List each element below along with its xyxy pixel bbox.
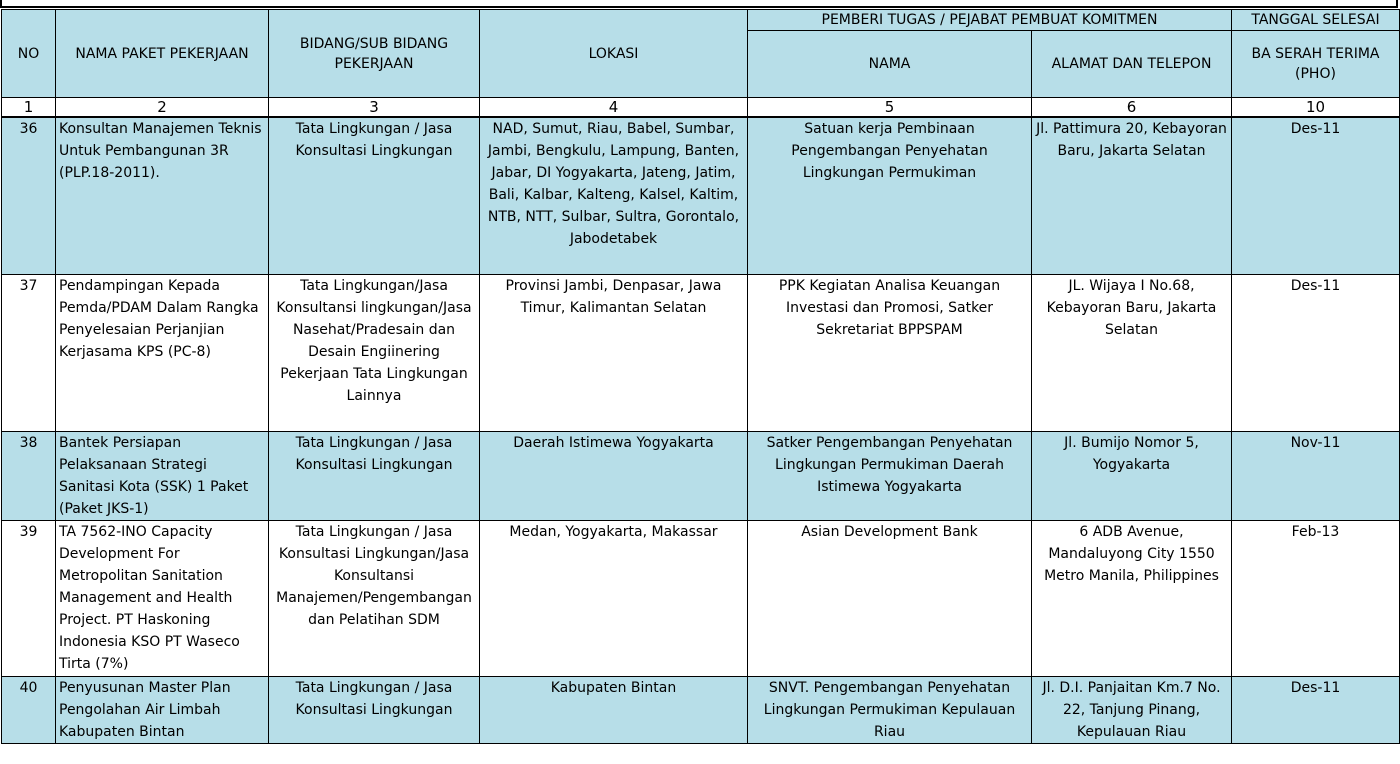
column-number: 6 [1032, 98, 1232, 118]
column-number: 10 [1232, 98, 1400, 118]
column-number: 1 [2, 98, 56, 118]
cell-no: 38 [2, 431, 56, 520]
header-lokasi: LOKASI [480, 10, 748, 98]
cell-lokasi: Medan, Yogyakarta, Makassar [480, 520, 748, 676]
table-row [2, 274, 1400, 431]
cell-tanggal: Des-11 [1232, 117, 1400, 274]
cell-nama: Asian Development Bank [748, 520, 1032, 676]
cell-alamat: 6 ADB Avenue, Mandaluyong City 1550 Metro Manila, Philippines [1032, 520, 1232, 676]
header-alamat: ALAMAT DAN TELEPON [1032, 31, 1232, 98]
header-pemberi-tugas: PEMBERI TUGAS / PEJABAT PEMBUAT KOMITMEN [748, 10, 1232, 31]
cell-bidang: Tata Lingkungan / Jasa Konsultasi Lingkungan [269, 117, 480, 274]
header-nama-paket: NAMA PAKET PEKERJAAN [56, 10, 269, 98]
table-row [2, 431, 1400, 520]
header-tanggal-selesai: TANGGAL SELESAI [1232, 10, 1400, 31]
header-ba-serah: BA SERAH TERIMA (PHO) [1232, 31, 1400, 98]
column-number: 3 [269, 98, 480, 118]
table-row [2, 520, 1400, 676]
cell-alamat: Jl. Bumijo Nomor 5, Yogyakarta [1032, 431, 1232, 520]
cell-tanggal: Nov-11 [1232, 431, 1400, 520]
cell-lokasi: Daerah Istimewa Yogyakarta [480, 431, 748, 520]
header-nama: NAMA [748, 31, 1032, 98]
cell-no: 40 [2, 676, 56, 743]
column-number: 5 [748, 98, 1032, 118]
header-bidang: BIDANG/SUB BIDANG PEKERJAAN [269, 10, 480, 98]
cell-alamat: JL. Wijaya I No.68, Kebayoran Baru, Jakarta Selatan [1032, 274, 1232, 431]
table-row [2, 117, 1400, 274]
cell-nama-paket: TA 7562-INO Capacity Development For Metropolitan Sanitation Management and Health Project. PT Haskoning Indonesia KSO PT Waseco Tirta (7%) [56, 520, 269, 676]
cell-bidang: Tata Lingkungan / Jasa Konsultasi Lingkungan [269, 431, 480, 520]
experience-table [1, 9, 1400, 744]
cell-nama: PPK Kegiatan Analisa Keuangan Investasi dan Promosi, Satker Sekretariat BPPSPAM [748, 274, 1032, 431]
cell-alamat: Jl. Pattimura 20, Kebayoran Baru, Jakarta Selatan [1032, 117, 1232, 274]
cell-lokasi: Provinsi Jambi, Denpasar, Jawa Timur, Kalimantan Selatan [480, 274, 748, 431]
cell-tanggal: Des-11 [1232, 274, 1400, 431]
table-row [2, 676, 1400, 743]
cell-tanggal: Feb-13 [1232, 520, 1400, 676]
top-frame-border [0, 0, 1398, 8]
cell-lokasi: NAD, Sumut, Riau, Babel, Sumbar, Jambi, Bengkulu, Lampung, Banten, Jabar, DI Yogyakarta, Jateng, Jatim, Bali, Kalbar, Kalteng, Kalsel, Kaltim, NTB, NTT, Sulbar, Sultra, Gorontalo, Jabodetabek [480, 117, 748, 274]
column-number: 2 [56, 98, 269, 118]
cell-no: 37 [2, 274, 56, 431]
header-no: NO [2, 10, 56, 98]
cell-nama: SNVT. Pengembangan Penyehatan Lingkungan Permukiman Kepulauan Riau [748, 676, 1032, 743]
cell-nama: Satker Pengembangan Penyehatan Lingkungan Permukiman Daerah Istimewa Yogyakarta [748, 431, 1032, 520]
cell-nama-paket: Pendampingan Kepada Pemda/PDAM Dalam Rangka Penyelesaian Perjanjian Kerjasama KPS (PC-8) [56, 274, 269, 431]
cell-nama-paket: Bantek Persiapan Pelaksanaan Strategi Sanitasi Kota (SSK) 1 Paket (Paket JKS-1) [56, 431, 269, 520]
cell-nama: Satuan kerja Pembinaan Pengembangan Penyehatan Lingkungan Permukiman [748, 117, 1032, 274]
cell-no: 39 [2, 520, 56, 676]
cell-nama-paket: Penyusunan Master Plan Pengolahan Air Limbah Kabupaten Bintan [56, 676, 269, 743]
cell-bidang: Tata Lingkungan / Jasa Konsultasi Lingkungan/Jasa Konsultansi Manajemen/Pengembangan dan Pelatihan SDM [269, 520, 480, 676]
cell-no: 36 [2, 117, 56, 274]
cell-bidang: Tata Lingkungan / Jasa Konsultasi Lingkungan [269, 676, 480, 743]
cell-bidang: Tata Lingkungan/Jasa Konsultansi lingkungan/Jasa Nasehat/Pradesain dan Desain Engiinering Pekerjaan Tata Lingkungan Lainnya [269, 274, 480, 431]
cell-nama-paket: Konsultan Manajemen Teknis Untuk Pembangunan 3R (PLP.18-2011). [56, 117, 269, 274]
cell-lokasi: Kabupaten Bintan [480, 676, 748, 743]
column-number: 4 [480, 98, 748, 118]
cell-alamat: Jl. D.I. Panjaitan Km.7 No. 22, Tanjung Pinang, Kepulauan Riau [1032, 676, 1232, 743]
cell-tanggal: Des-11 [1232, 676, 1400, 743]
